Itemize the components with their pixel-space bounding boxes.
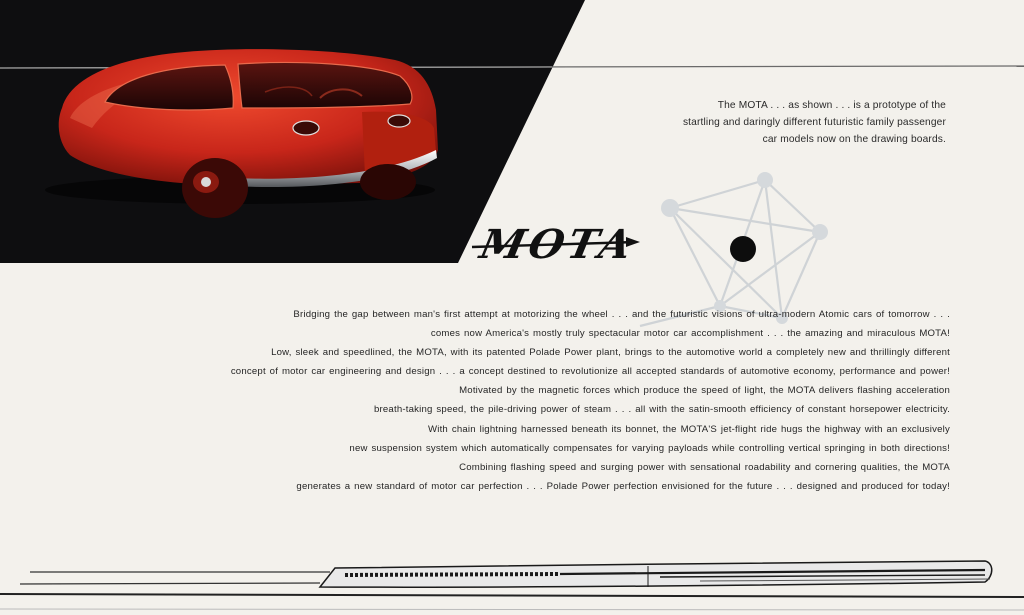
mota-logo [472,220,640,267]
body-line: generates a new standard of motor car perfection . . . Polade Power perfection envisioned for the future . . . designed and produced for today! [296,480,950,492]
body-line: Bridging the gap between man's first attempt at motorizing the wheel . . . and the futuristic visions of ultra-modern Atomic cars of tomorrow . . . [293,309,950,320]
car-illustration [45,49,438,218]
body-line: Combining flashing speed and surging power with sensational roadability and cornering qualities, the MOTA [459,461,950,473]
body-line: new suspension system which automatically compensates for varying payloads while controlling vertical springing in both directions! [349,442,950,454]
body-line: breath-taking speed, the pile-driving power of steam . . . all with the satin-smooth efficiency of constant horsepower electricity. [373,404,950,416]
intro-line: startling and daringly different futuristic family passenger [682,117,946,128]
body-copy [50,305,950,496]
intro-line: car models now on the drawing boards. [762,134,946,145]
body-line: concept of motor car engineering and design . . . a concept destined to revolutionize all accepted standards of automotive economy, performance and power! [230,366,950,378]
intro-line: The MOTA . . . as shown . . . is a prototype of the [717,100,946,111]
body-line: Low, sleek and speedlined, the MOTA, with its patented Polade Power plant, brings to the automotive world a completely new and thrillingly different [271,347,950,359]
intro-text [606,97,946,148]
mota-logo-text: MOTA [476,220,640,268]
atom-icon [640,172,828,326]
body-line: comes now America's mostly truly spectacular motor car accomplishment . . . the amazing and miraculous MOTA! [430,328,950,340]
body-line: With chain lightning harnessed beneath its bonnet, the MOTA'S jet-flight ride hugs the highway with an exclusively [427,423,950,435]
speed-line-graphic [0,561,1024,610]
body-line: Motivated by the magnetic forces which produce the speed of light, the MOTA delivers flashing acceleration [459,385,950,397]
